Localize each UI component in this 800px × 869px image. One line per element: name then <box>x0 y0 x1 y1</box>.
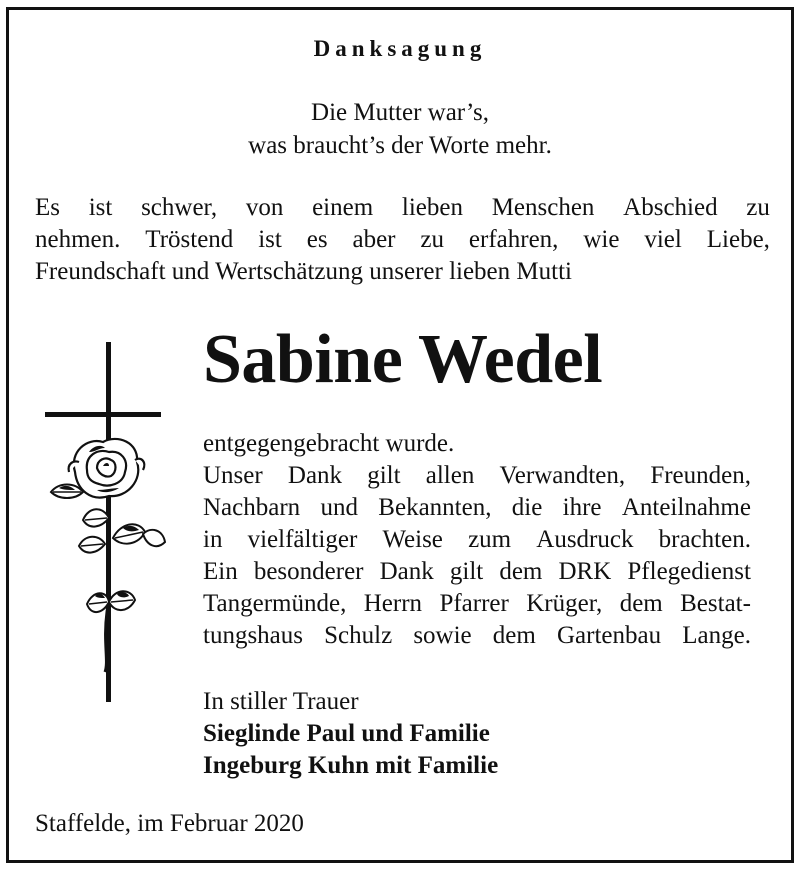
word: Tangermünde, <box>203 590 347 617</box>
word: schwer, <box>141 194 218 221</box>
word: zu <box>746 194 770 221</box>
word: dem <box>492 622 536 649</box>
word: Pfarrer <box>439 590 509 617</box>
word: die <box>511 494 543 521</box>
word: Dank <box>287 462 343 489</box>
intro-paragraph <box>35 192 770 288</box>
word: in <box>203 526 223 553</box>
body-line-7 <box>203 620 751 652</box>
word: einem <box>312 194 374 221</box>
word: dem <box>499 558 543 585</box>
word: zum <box>468 526 512 553</box>
word: Pflegedienst <box>627 558 751 585</box>
word: aber <box>352 226 396 253</box>
word: tungshaus <box>203 622 303 649</box>
word: DRK <box>558 558 612 585</box>
word: Abschied <box>623 194 718 221</box>
word: vielfältiger <box>247 526 358 553</box>
word: nehmen. <box>35 226 121 253</box>
body-line-2 <box>203 460 751 492</box>
word: Menschen <box>491 194 595 221</box>
body-line-6 <box>203 588 751 620</box>
place-date: Staffelde, im Februar 2020 <box>35 810 304 837</box>
signature-family-1: Sieglinde Paul und Familie <box>203 720 490 747</box>
intro-line-2 <box>35 224 770 256</box>
word: Weise <box>382 526 443 553</box>
word: Anteilnahme <box>621 494 751 521</box>
word: brachten. <box>658 526 751 553</box>
word: Ausdruck <box>536 526 634 553</box>
word: es <box>306 226 328 253</box>
body-line-4 <box>203 524 751 556</box>
body-line-1: entgegengebracht wurde. <box>203 430 455 457</box>
signature-intro: In stiller Trauer <box>203 688 359 715</box>
word: gilt <box>367 462 401 489</box>
word: Dank <box>379 558 434 585</box>
word: Krüger, <box>526 590 603 617</box>
word: allen <box>425 462 475 489</box>
word: von <box>245 194 284 221</box>
heading: Danksagung <box>313 36 487 61</box>
word: besonderer <box>253 558 364 585</box>
word: Tröstend <box>145 226 234 253</box>
body-line-5 <box>203 556 751 588</box>
word: Ein <box>203 558 238 585</box>
word: viel <box>644 226 682 253</box>
word: ist <box>258 226 282 253</box>
word: ihre <box>562 494 602 521</box>
word: Herrn <box>363 590 423 617</box>
word: Bestat- <box>680 590 751 617</box>
word: Bekannten, <box>378 494 492 521</box>
word: Es <box>35 194 60 221</box>
word: wie <box>583 226 620 253</box>
word: Freunden, <box>650 462 751 489</box>
word: lieben <box>401 194 463 221</box>
word: Gartenbau <box>556 622 662 649</box>
word: erfahren, <box>468 226 559 253</box>
cross-with-rose-icon <box>39 342 169 707</box>
body-line-3 <box>203 492 751 524</box>
word: dem <box>619 590 663 617</box>
word: und <box>320 494 358 521</box>
word: Liebe, <box>706 226 770 253</box>
signature-block <box>203 686 498 782</box>
deceased-name: Sabine Wedel <box>203 321 603 398</box>
intro-line-1 <box>35 192 770 224</box>
obituary-frame <box>6 7 794 863</box>
word: ist <box>88 194 113 221</box>
word: Verwandten, <box>499 462 626 489</box>
intro-line-3: Freundschaft und Wertschätzung unserer lieben Mutti <box>35 258 572 285</box>
word: Lange. <box>682 622 751 649</box>
word: sowie <box>413 622 472 649</box>
word: gilt <box>449 558 484 585</box>
word: Schulz <box>324 622 393 649</box>
quote <box>9 96 791 162</box>
quote-line-2: was braucht’s der Worte mehr. <box>248 132 552 159</box>
word: Unser <box>203 462 263 489</box>
word: zu <box>420 226 445 253</box>
word: Nachbarn <box>203 494 301 521</box>
thanks-paragraph <box>203 428 751 652</box>
quote-line-1: Die Mutter war’s, <box>311 99 489 126</box>
signature-family-2: Ingeburg Kuhn mit Familie <box>203 752 499 779</box>
